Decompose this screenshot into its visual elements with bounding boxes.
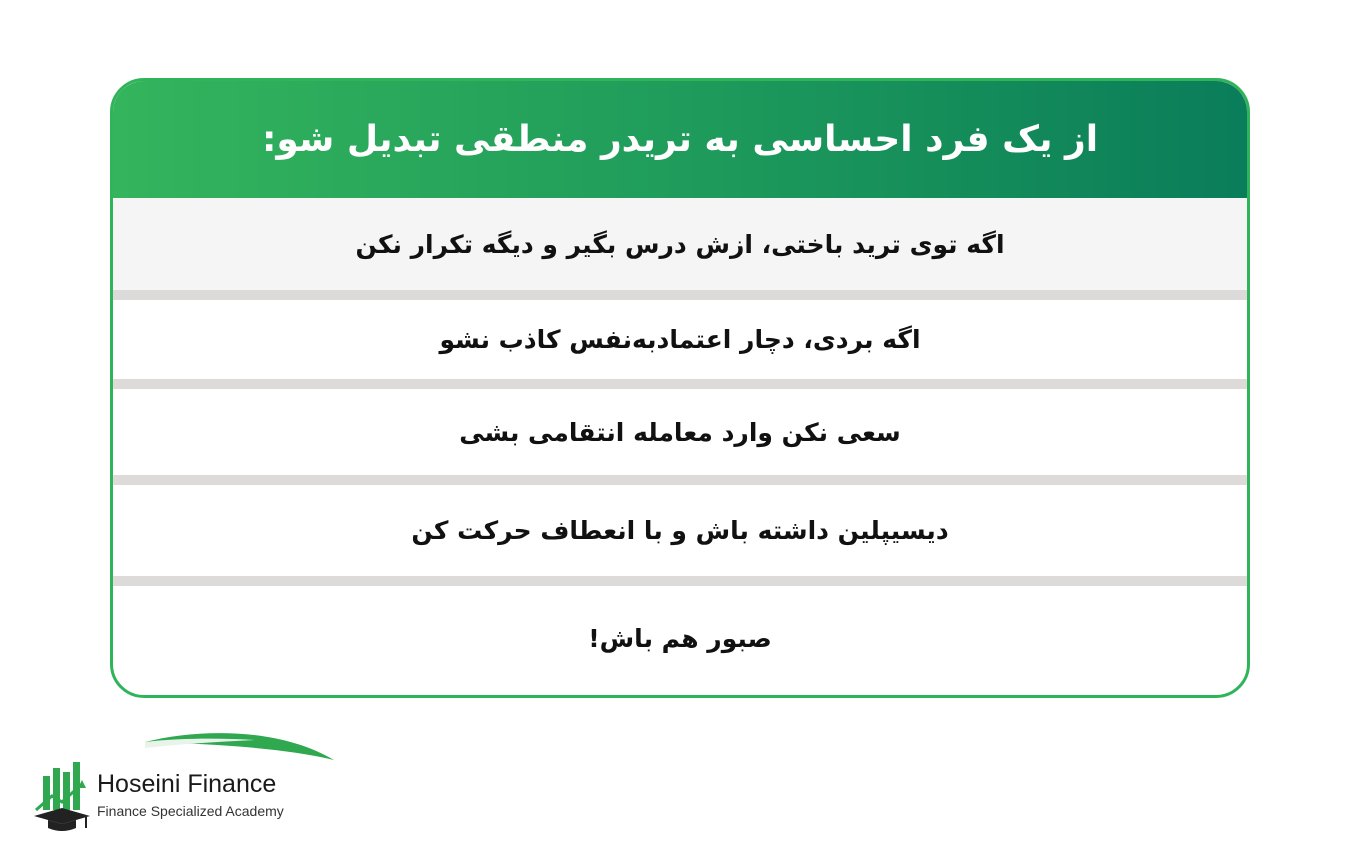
tip-row-2: اگه بردی، دچار اعتمادبه‌نفس کاذب نشو (439, 325, 921, 354)
tip-row-3: سعی نکن وارد معامله انتقامی بشی (459, 417, 901, 447)
card-title: از یک فرد احساسی به تریدر منطقی تبدیل شو: (261, 119, 1099, 160)
row-divider (113, 475, 1247, 485)
tips-card (110, 78, 1250, 698)
brand-name: Hoseini Finance (97, 770, 277, 798)
tip-row-4: دیسیپلین داشته باش و با انعطاف حرکت کن (411, 516, 949, 545)
tip-row-5: صبور هم باش! (588, 623, 772, 653)
tip-row-1: اگه توی ترید باختی، ازش درس بگیر و دیگه تکرار نکن (113, 198, 1247, 290)
brand-logo (30, 730, 350, 835)
brand-tagline: Finance Specialized Academy (97, 803, 284, 819)
row-divider (113, 379, 1247, 389)
row-divider (113, 290, 1247, 300)
row-divider (113, 576, 1247, 586)
tips-list (113, 198, 1247, 690)
card-header (113, 81, 1247, 198)
